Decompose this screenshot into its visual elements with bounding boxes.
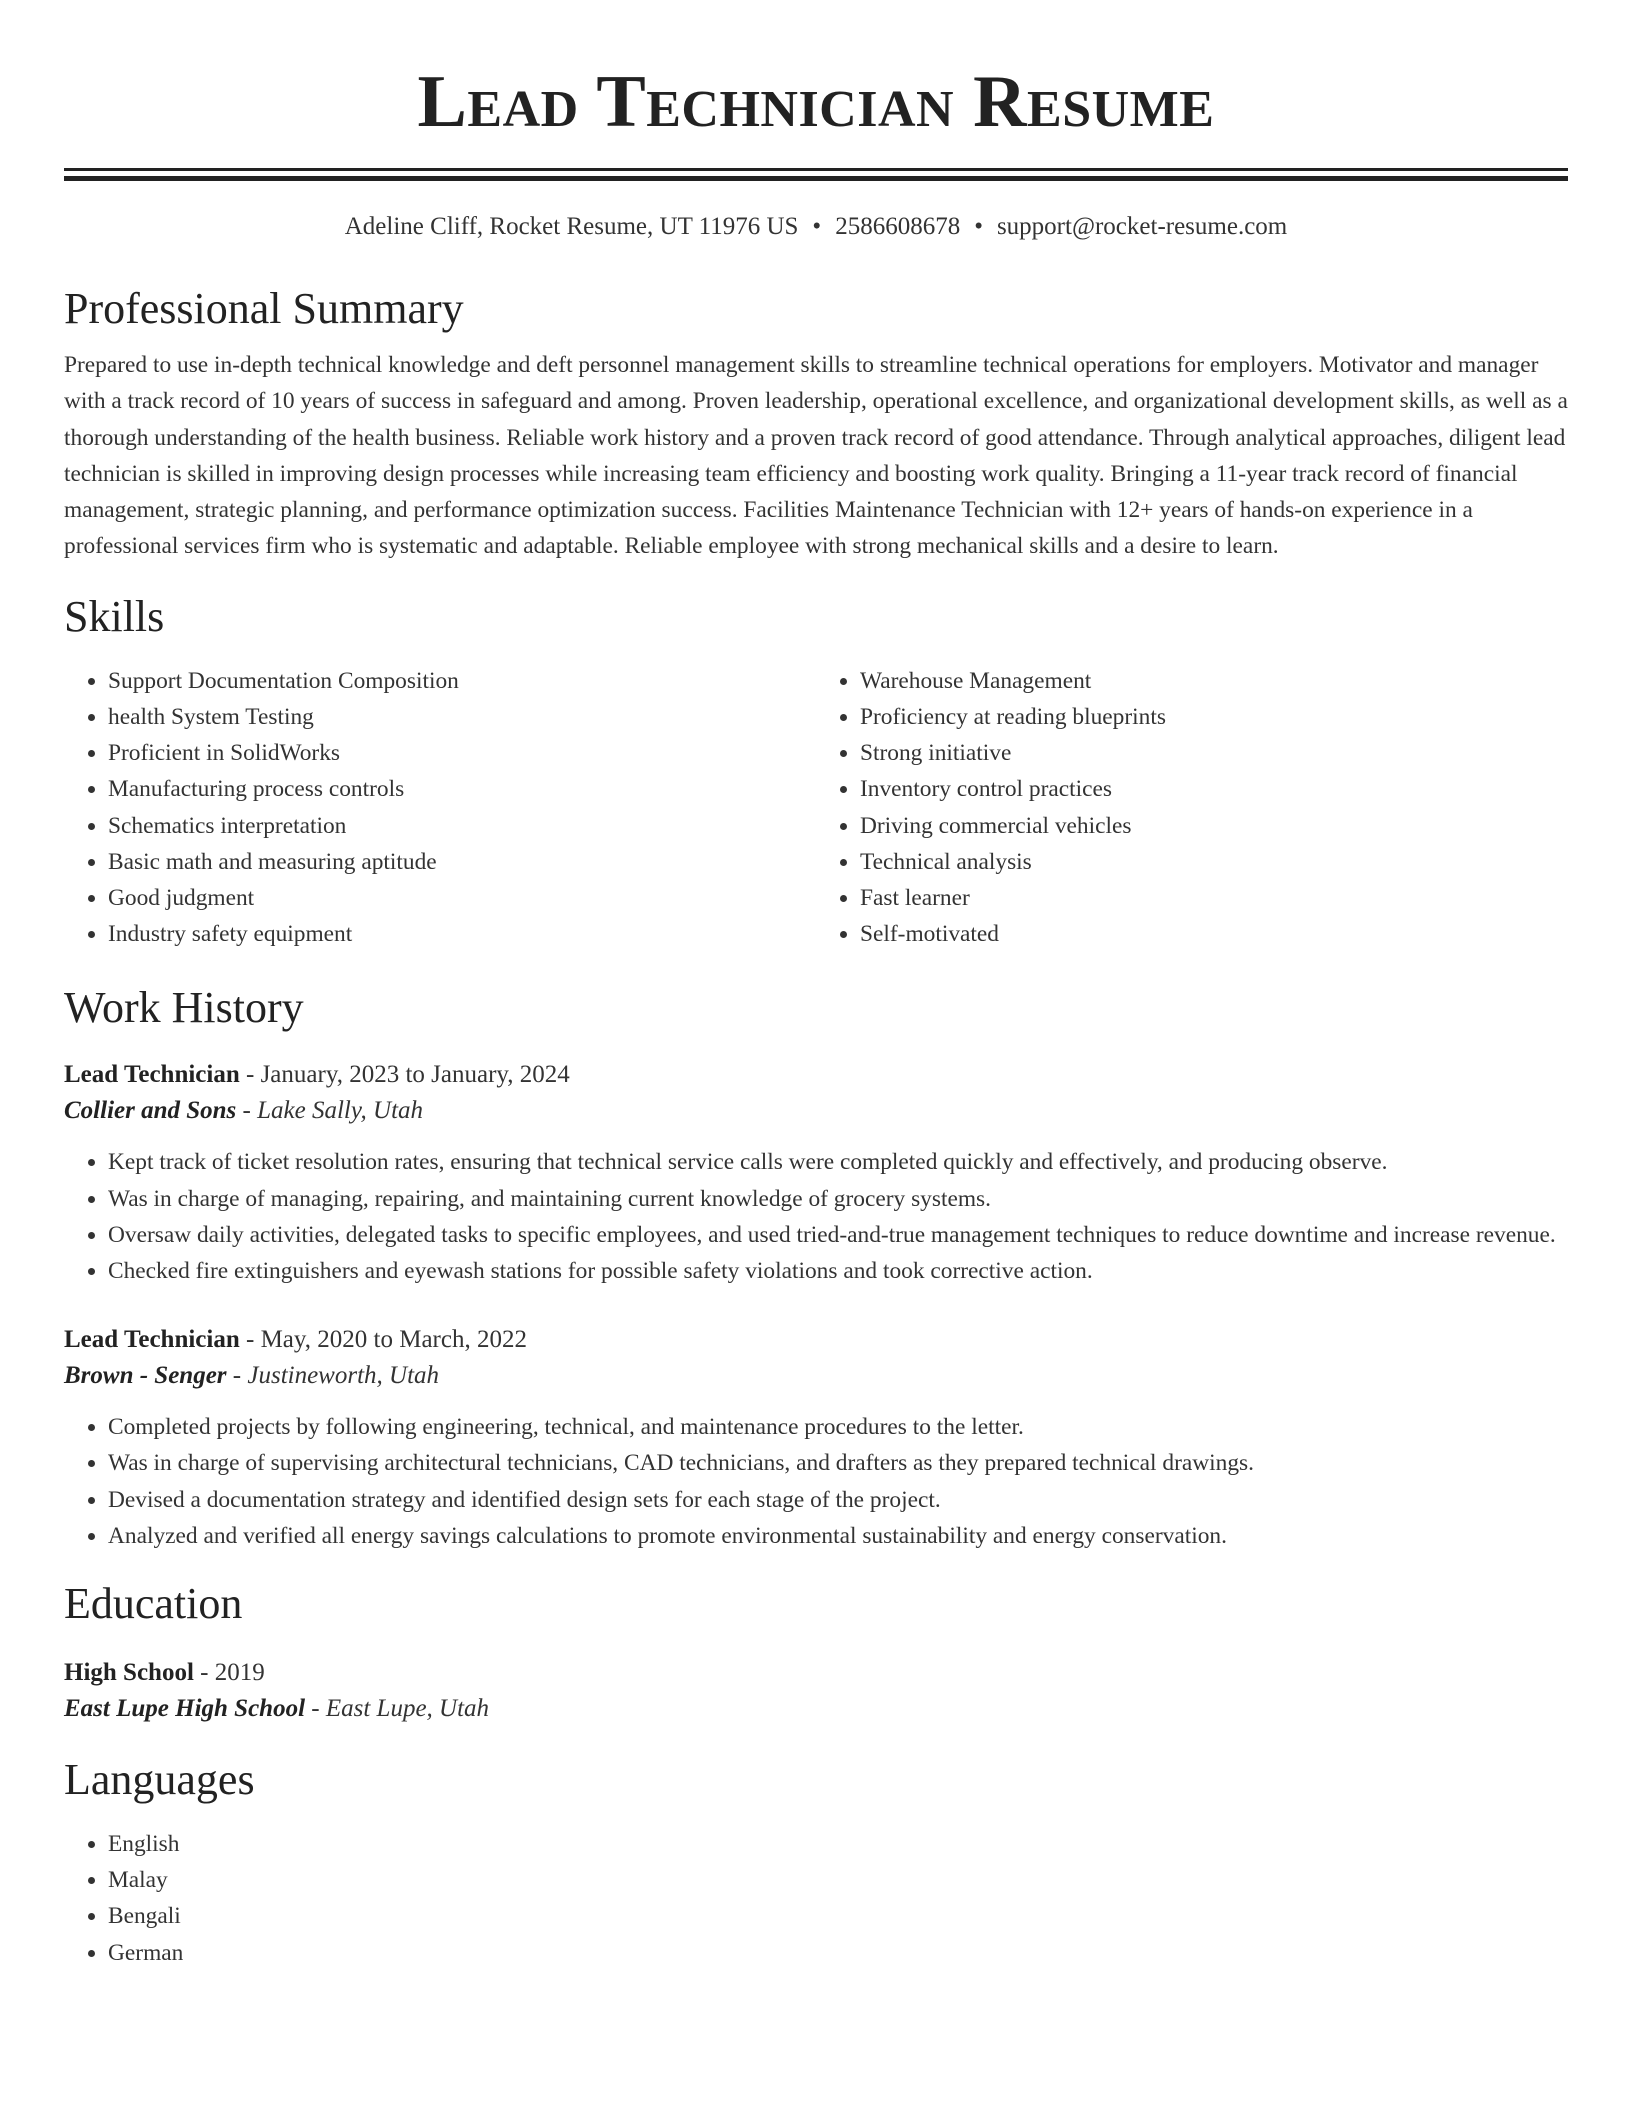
- job-bullet: • Completed projects by following engineering, technical, and maintenance procedures to the letter.: [108, 1409, 1568, 1445]
- skill-item: • Inventory control practices: [860, 771, 1568, 807]
- skill-item: • health System Testing: [108, 699, 816, 735]
- job-bullet: • Was in charge of supervising architectural technicians, CAD technicians, and drafters as they prepared technical drawings.: [108, 1445, 1568, 1481]
- language-item: • Malay: [108, 1862, 1568, 1898]
- contact-address: Adeline Cliff, Rocket Resume, UT 11976 US: [344, 213, 799, 240]
- skill-item: • Manufacturing process controls: [108, 771, 816, 807]
- job-bullet: • Checked fire extinguishers and eyewash stations for possible safety violations and took corrective action.: [108, 1253, 1568, 1289]
- resume-title: Lead Technician Resume: [417, 61, 1215, 143]
- skill-item: • Fast learner: [860, 880, 1568, 916]
- languages-list: [64, 1826, 1568, 1971]
- skill-item: • Schematics interpretation: [108, 808, 816, 844]
- skills-section: [64, 591, 1568, 953]
- skill-item: • Good judgment: [108, 880, 816, 916]
- job-company-line: [64, 1357, 1568, 1395]
- education-year: - 2019: [193, 1659, 265, 1687]
- job-bullet: • Oversaw daily activities, delegated tasks to specific employees, and used tried-and-true management techniques to reduce downtime and increase revenue.: [108, 1217, 1568, 1253]
- language-item: • Bengali: [108, 1898, 1568, 1934]
- skills-columns: [64, 663, 1568, 953]
- job-title: Lead Technician: [64, 1326, 240, 1354]
- job-company: Brown - Senger: [64, 1362, 227, 1390]
- job-bullet: • Analyzed and verified all energy savings calculations to promote environmental sustainability and energy conservation.: [108, 1518, 1568, 1554]
- skill-item: • Industry safety equipment: [108, 916, 816, 952]
- job-location: - Lake Sally, Utah: [236, 1097, 424, 1125]
- language-item: • German: [108, 1935, 1568, 1971]
- job-entry: [64, 1323, 1568, 1554]
- job-bullet: • Devised a documentation strategy and identified design sets for each stage of the project.: [108, 1482, 1568, 1518]
- skill-item: • Warehouse Management: [860, 663, 1568, 699]
- job-dates: - January, 2023 to January, 2024: [239, 1061, 570, 1089]
- languages-section: [64, 1754, 1568, 1971]
- skill-item: • Support Documentation Composition: [108, 663, 816, 699]
- skills-list-right: [816, 663, 1568, 953]
- skill-item: • Technical analysis: [860, 844, 1568, 880]
- job-company-line: [64, 1092, 1568, 1130]
- job-entry: [64, 1058, 1568, 1289]
- education-school: East Lupe High School: [64, 1695, 306, 1723]
- contact-phone: 2586608678: [835, 213, 961, 240]
- skills-heading: Skills: [64, 591, 165, 641]
- job-bullet: • Was in charge of managing, repairing, and maintaining current knowledge of grocery systems.: [108, 1181, 1568, 1217]
- skill-item: • Basic math and measuring aptitude: [108, 844, 816, 880]
- language-item: • English: [108, 1826, 1568, 1862]
- job-location: - Justineworth, Utah: [226, 1362, 440, 1390]
- skill-item: • Driving commercial vehicles: [860, 808, 1568, 844]
- job-dates: - May, 2020 to March, 2022: [239, 1326, 527, 1354]
- skill-item: • Self-motivated: [860, 916, 1568, 952]
- education-section: [64, 1578, 1568, 1728]
- summary-text: Prepared to use in-depth technical knowledge and deft personnel management skills to streamline technical operations for employers. Motivator and manager with a track record of 10 years of success in safeguard and among. Proven leadership, operational excellence, and organizational development skills, as well as a thorough understanding of the health business. Reliable work history and a proven track record of good attendance. Through analytical approaches, diligent lead technician is skilled in improving design processes while increasing team efficiency and boosting work quality. Bringing a 11-year track record of financial management, strategic planning, and performance optimization success. Facilities Maintenance Technician with 12+ years of hands-on experience in a professional services firm who is systematic and adaptable. Reliable employee with strong mechanical skills and a desire to learn.: [64, 352, 1568, 560]
- education-heading: Education: [64, 1579, 243, 1629]
- languages-heading: Languages: [64, 1755, 255, 1805]
- title-divider-top: [64, 168, 1568, 171]
- summary-heading: Professional Summary: [64, 284, 464, 333]
- job-bullets: [64, 1144, 1568, 1289]
- contact-line: [64, 211, 1568, 243]
- work-history-heading: Work History: [64, 983, 304, 1033]
- education-location: - East Lupe, Utah: [305, 1695, 490, 1723]
- contact-separator: •: [974, 213, 983, 240]
- skill-item: • Strong initiative: [860, 735, 1568, 771]
- contact-separator: •: [812, 213, 822, 240]
- contact-email: support@rocket-resume.com: [996, 213, 1288, 240]
- job-title: Lead Technician: [64, 1061, 240, 1089]
- job-bullet: • Kept track of ticket resolution rates, ensuring that technical service calls were completed quickly and effectively, and producing observe.: [108, 1144, 1568, 1180]
- title-divider-bottom: [64, 176, 1568, 181]
- work-history-section: [64, 982, 1568, 1554]
- education-degree-line: [64, 1656, 1568, 1690]
- skill-item: • Proficient in SolidWorks: [108, 735, 816, 771]
- job-company: Collier and Sons: [64, 1097, 237, 1125]
- education-school-line: [64, 1690, 1568, 1728]
- education-degree: High School: [64, 1659, 194, 1687]
- skill-item: • Proficiency at reading blueprints: [860, 699, 1568, 735]
- job-title-line: [64, 1323, 1568, 1357]
- job-title-line: [64, 1058, 1568, 1092]
- summary-section: [64, 283, 1568, 565]
- skills-list-left: [64, 663, 816, 953]
- job-bullets: [64, 1409, 1568, 1554]
